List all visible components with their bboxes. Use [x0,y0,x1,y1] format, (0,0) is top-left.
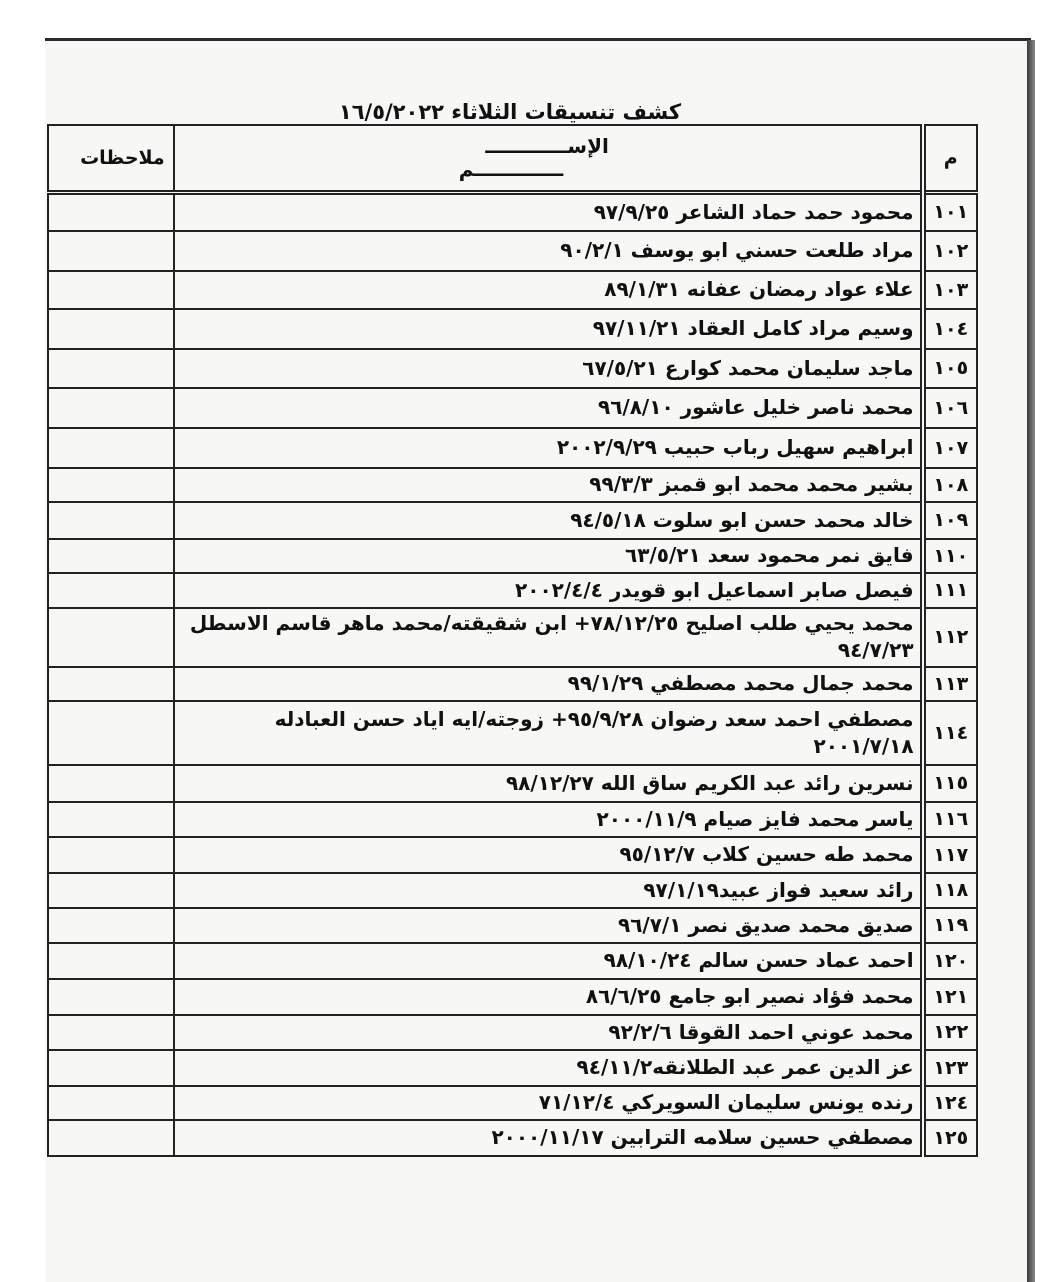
table-row [48,765,977,802]
table-row [48,873,977,908]
row-notes [48,1086,174,1120]
row-name: صديق محمد صديق نصر ٩٦/٧/١ [174,908,923,943]
row-notes [48,667,174,701]
row-notes [48,388,174,428]
row-number: ١١٣ [923,667,977,701]
header-name-bottom: ـــــــــــــم [458,157,564,181]
document-title: كشف تنسيقات الثلاثاء ١٦/٥/٢٠٢٢ [338,100,682,124]
row-name: مراد طلعت حسني ابو يوسف ٩٠/٢/١ [174,231,923,271]
row-notes [48,309,174,349]
row-notes [48,608,174,667]
row-number: ١٠٢ [923,231,977,271]
row-name: ياسر محمد فايز صيام ٢٠٠٠/١١/٩ [174,802,923,837]
row-name: محمد ناصر خليل عاشور ٩٦/٨/١٠ [174,388,923,428]
row-number: ١١٧ [923,837,977,873]
row-name: عز الدين عمر عبد الطلانقه٩٤/١١/٢ [174,1050,923,1086]
header-name-top: الإســــــــــــ [485,134,609,158]
row-number: ١١٤ [923,701,977,765]
table-row [48,802,977,837]
row-number: ١٢٤ [923,1086,977,1120]
row-number: ١٠١ [923,193,977,231]
row-number: ١٠٥ [923,349,977,388]
row-number: ١١٩ [923,908,977,943]
row-name: مصطفي احمد سعد رضوان ٩٥/٩/٢٨+ زوجته/ايه اياد حسن العبادله ٢٠٠١/٧/١٨ [174,701,923,765]
row-number: ١٢٥ [923,1120,977,1156]
row-name: ابراهيم سهيل رباب حبيب ٢٠٠٢/٩/٢٩ [174,428,923,468]
row-notes [48,271,174,309]
table-row [48,667,977,701]
header-name [174,125,923,193]
row-notes [48,502,174,539]
row-notes [48,701,174,765]
row-number: ١١٨ [923,873,977,908]
row-notes [48,573,174,608]
row-notes [48,231,174,271]
row-number: ١٠٦ [923,388,977,428]
row-notes [48,349,174,388]
row-name: محمود حمد حماد الشاعر ٩٧/٩/٢٥ [174,193,923,231]
row-name: بشير محمد محمد ابو قمبز ٩٩/٣/٣ [174,468,923,502]
row-number: ١١١ [923,573,977,608]
row-number: ١٠٣ [923,271,977,309]
table-row [48,193,977,231]
table-row [48,943,977,979]
row-name: رنده يونس سليمان السويركي ٧١/١٢/٤ [174,1086,923,1120]
header-number: م [923,125,977,193]
names-table [47,124,978,1157]
table-row [48,701,977,765]
row-name: محمد فؤاد نصير ابو جامع ٨٦/٦/٢٥ [174,979,923,1015]
table-row [48,539,977,573]
row-notes [48,1050,174,1086]
row-notes [48,837,174,873]
row-number: ١١٥ [923,765,977,802]
table-row [48,837,977,873]
row-number: ١١٢ [923,608,977,667]
row-number: ١٢٠ [923,943,977,979]
row-name: ماجد سليمان محمد كوارع ٦٧/٥/٢١ [174,349,923,388]
row-number: ١٠٧ [923,428,977,468]
row-notes [48,193,174,231]
row-notes [48,765,174,802]
row-number: ١٠٨ [923,468,977,502]
row-number: ١١٠ [923,539,977,573]
row-name: محمد عوني احمد القوقا ٩٢/٢/٦ [174,1015,923,1050]
row-number: ١٠٤ [923,309,977,349]
table-row [48,388,977,428]
row-notes [48,1120,174,1156]
table-row [48,1086,977,1120]
table-header-row [48,125,977,193]
header-notes: ملاحظات [48,125,174,193]
table-row [48,608,977,667]
row-name: محمد طه حسين كلاب ٩٥/١٢/٧ [174,837,923,873]
page-right-shadow [1027,40,1035,1282]
row-notes [48,943,174,979]
row-name: مصطفي حسين سلامه الترابين ٢٠٠٠/١١/١٧ [174,1120,923,1156]
table-row [48,271,977,309]
page-top-edge [45,38,1031,41]
table-row [48,1050,977,1086]
row-number: ١٢١ [923,979,977,1015]
row-name: نسرين رائد عبد الكريم ساق الله ٩٨/١٢/٢٧ [174,765,923,802]
table-row [48,309,977,349]
table-row [48,349,977,388]
row-name: وسيم مراد كامل العقاد ٩٧/١١/٢١ [174,309,923,349]
row-notes [48,979,174,1015]
row-notes [48,539,174,573]
row-name: فيصل صابر اسماعيل ابو قويدر ٢٠٠٢/٤/٤ [174,573,923,608]
row-name: فايق نمر محمود سعد ٦٣/٥/٢١ [174,539,923,573]
row-notes [48,802,174,837]
row-name: محمد يحيي طلب اصليح ٧٨/١٢/٢٥+ ابن شقيقته/محمد ماهر قاسم الاسطل ٩٤/٧/٢٣ [174,608,923,667]
row-name: محمد جمال محمد مصطفي ٩٩/١/٢٩ [174,667,923,701]
table-row [48,468,977,502]
row-notes [48,1015,174,1050]
photo-top-margin [0,0,1049,38]
row-number: ١٢٢ [923,1015,977,1050]
row-name: احمد عماد حسن سالم ٩٨/١٠/٢٤ [174,943,923,979]
row-number: ١٢٣ [923,1050,977,1086]
table-row [48,979,977,1015]
row-name: علاء عواد رمضان عفانه ٨٩/١/٣١ [174,271,923,309]
row-number: ١٠٩ [923,502,977,539]
table-row [48,573,977,608]
row-number: ١١٦ [923,802,977,837]
table-row [48,1120,977,1156]
row-notes [48,908,174,943]
row-name: خالد محمد حسن ابو سلوت ٩٤/٥/١٨ [174,502,923,539]
row-notes [48,873,174,908]
table-row [48,502,977,539]
table-row [48,1015,977,1050]
row-notes [48,468,174,502]
photo-right-margin [1035,40,1049,1282]
table-row [48,428,977,468]
row-notes [48,428,174,468]
row-name: رائد سعيد فواز عبيد٩٧/١/١٩ [174,873,923,908]
table-row [48,908,977,943]
table-row [48,231,977,271]
